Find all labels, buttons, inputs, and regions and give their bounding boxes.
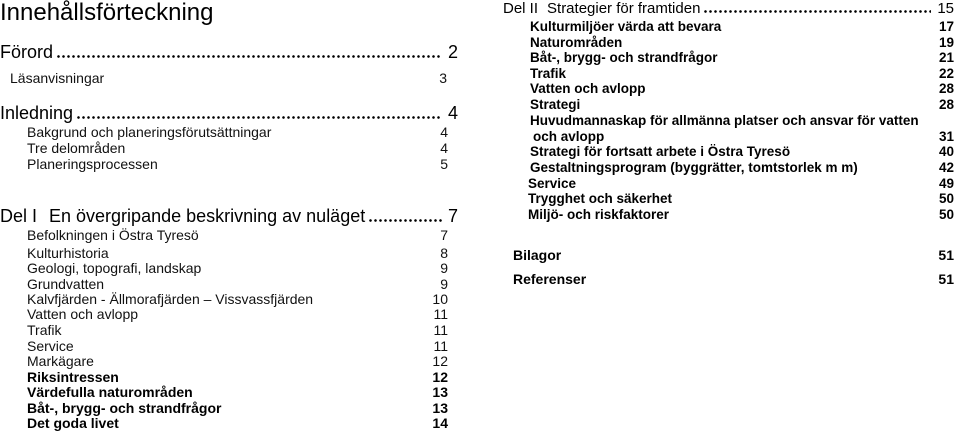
toc-entry-label: Markägare (27, 353, 94, 369)
toc-page-number: 12 (432, 353, 448, 369)
toc-entry-kulturmiljoer[interactable] (530, 19, 954, 34)
toc-entry-label: Inledning (0, 103, 74, 123)
toc-entry-lasanvisningar[interactable] (10, 70, 447, 86)
toc-entry-bilagor[interactable] (513, 247, 954, 263)
toc-entry-trygghet[interactable] (528, 191, 954, 206)
toc-right-column (480, 0, 960, 434)
toc-entry-referenser[interactable] (513, 271, 954, 287)
toc-title: Innehållsförteckning (0, 0, 214, 26)
toc-page-number: 51 (938, 247, 954, 263)
toc-page-number: 14 (432, 415, 448, 431)
toc-entry-tre-delomraden[interactable] (27, 140, 448, 156)
toc-entry-label: Service (27, 338, 74, 354)
toc-entry-vatten-och-avlopp[interactable] (27, 306, 448, 322)
toc-page-number: 3 (439, 70, 447, 86)
toc-entry-service-strategi[interactable] (528, 176, 954, 191)
toc-page-number: 28 (938, 81, 954, 96)
toc-entry-label: En övergripande beskrivning av nuläget (49, 206, 366, 226)
toc-page-number: 49 (938, 176, 954, 191)
toc-page-number: 2 (447, 42, 458, 62)
toc-page-number: 9 (440, 260, 448, 276)
dot-leader (704, 10, 931, 13)
toc-entry-huvudmannaskap-cont[interactable] (533, 129, 954, 144)
toc-entry-strategi-fortsatt-arbete[interactable] (530, 144, 954, 159)
toc-entry-label: Bilagor (513, 247, 562, 263)
toc-entry-label: Planeringsprocessen (27, 156, 158, 172)
toc-entry-geologi[interactable] (27, 260, 448, 276)
toc-entry-det-goda-livet[interactable] (27, 415, 448, 431)
toc-entry-label: Strategi (530, 97, 581, 112)
toc-page-number: 4 (447, 103, 458, 123)
toc-page-number: 11 (433, 322, 448, 338)
toc-entry-markagare[interactable] (27, 353, 448, 369)
toc-page-number: 19 (938, 35, 954, 50)
toc-entry-label: Grundvatten (27, 276, 105, 292)
dot-leader (369, 219, 442, 222)
toc-page-number: 10 (432, 291, 448, 307)
toc-entry-label: Trygghet och säkerhet (528, 191, 673, 206)
toc-entry-forord[interactable] (0, 42, 458, 62)
toc-page-number: 42 (938, 160, 954, 175)
toc-entry-label: Huvudmannaskap för allmänna platser och ansvar för vatten (530, 113, 919, 128)
toc-entry-vardefulla-naturomraden[interactable] (27, 384, 448, 400)
toc-part-label: Del I (0, 206, 38, 226)
toc-entry-label: Riksintressen (27, 369, 119, 385)
toc-entry-bakgrund[interactable] (27, 124, 448, 140)
toc-entry-label: Miljö- och riskfaktorer (528, 207, 670, 222)
toc-page-number: 21 (938, 50, 954, 65)
toc-entry-huvudmannaskap[interactable] (530, 113, 954, 128)
toc-entry-inledning[interactable] (0, 103, 458, 123)
toc-entry-label: Trafik (530, 66, 567, 81)
toc-entry-gestaltningsprogram[interactable] (530, 160, 954, 175)
toc-page-number: 7 (440, 227, 448, 243)
toc-entry-label: Värdefulla naturområden (27, 384, 193, 400)
toc-entry-label: Kulturhistoria (27, 245, 109, 261)
toc-page-number: 9 (440, 276, 448, 292)
toc-entry-miljo-riskfaktorer[interactable] (528, 207, 954, 222)
toc-page-number: 8 (440, 245, 448, 261)
toc-entry-label: Båt-, brygg- och strandfrågor (530, 50, 718, 65)
toc-entry-grundvatten[interactable] (27, 276, 448, 292)
toc-entry-label: Vatten och avlopp (27, 306, 139, 322)
toc-entry-del-1[interactable] (0, 206, 458, 226)
toc-page-number: 22 (938, 66, 954, 81)
toc-entry-trafik[interactable] (27, 322, 448, 338)
toc-entry-label: Tre delområden (27, 140, 126, 156)
toc-entry-label: Det goda livet (27, 415, 119, 431)
toc-entry-bat-brygg-strategi[interactable] (530, 50, 954, 65)
toc-entry-label: Trafik (27, 322, 62, 338)
toc-entry-label: Vatten och avlopp (530, 81, 646, 96)
toc-page-number: 13 (432, 400, 448, 416)
toc-entry-befolkningen[interactable] (27, 227, 448, 243)
toc-page-number: 50 (938, 191, 954, 206)
toc-entry-planeringsprocessen[interactable] (27, 156, 448, 172)
toc-entry-label: Naturområden (530, 35, 623, 50)
toc-page-number: 4 (440, 140, 448, 156)
toc-left-column (0, 0, 470, 434)
toc-page-number: 28 (938, 97, 954, 112)
toc-entry-naturomraden[interactable] (530, 35, 954, 50)
toc-page-number: 5 (440, 156, 448, 172)
toc-entry-label: Referenser (513, 271, 587, 287)
toc-part-label: Del II (503, 0, 539, 17)
toc-entry-kulturhistoria[interactable] (27, 245, 448, 261)
toc-page-number: 51 (938, 271, 954, 287)
toc-entry-label-continued: och avlopp (533, 129, 605, 144)
dot-leader (77, 116, 442, 119)
toc-entry-label: Kulturmiljöer värda att bevara (530, 19, 722, 34)
toc-entry-label: Strategier för framtiden (547, 0, 701, 17)
toc-page-number: 12 (432, 369, 448, 385)
toc-entry-label: Förord (0, 42, 54, 62)
toc-entry-service[interactable] (27, 338, 448, 354)
toc-entry-label: Läsanvisningar (10, 70, 105, 86)
toc-entry-label: Strategi för fortsatt arbete i Östra Tyresö (530, 144, 791, 159)
toc-entry-label: Kalvfjärden - Ällmorafjärden – Vissvassfjärden (27, 291, 314, 307)
toc-entry-trafik-strategi[interactable] (530, 66, 954, 81)
toc-entry-label: Befolkningen i Östra Tyresö (27, 227, 199, 243)
toc-entry-del-2[interactable] (503, 0, 954, 17)
toc-page-number: 31 (938, 129, 954, 144)
toc-entry-vatten-och-avlopp-strategi[interactable] (530, 81, 954, 96)
toc-page-number: 11 (433, 306, 448, 322)
toc-entry-label: Bakgrund och planeringsförutsättningar (27, 124, 272, 140)
toc-page-number: 7 (447, 206, 458, 226)
toc-page-number: 17 (938, 19, 954, 34)
toc-entry-bat-brygg[interactable] (27, 400, 448, 416)
toc-entry-kalvfjarden[interactable] (27, 291, 448, 307)
toc-entry-label: Service (528, 176, 577, 191)
toc-entry-strategi[interactable] (530, 97, 954, 112)
toc-page-number: 40 (938, 144, 954, 159)
toc-page-number: 4 (440, 124, 448, 140)
toc-page-number: 11 (433, 338, 448, 354)
toc-entry-label: Båt-, brygg- och strandfrågor (27, 400, 222, 416)
toc-page-number: 50 (938, 207, 954, 222)
toc-entry-label: Geologi, topografi, landskap (27, 260, 202, 276)
dot-leader (57, 55, 442, 58)
toc-entry-label: Gestaltningsprogram (byggrätter, tomtstorlek m m) (530, 160, 858, 175)
toc-page-number: 15 (937, 0, 954, 17)
toc-entry-riksintressen[interactable] (27, 369, 448, 385)
toc-page-number: 13 (432, 384, 448, 400)
